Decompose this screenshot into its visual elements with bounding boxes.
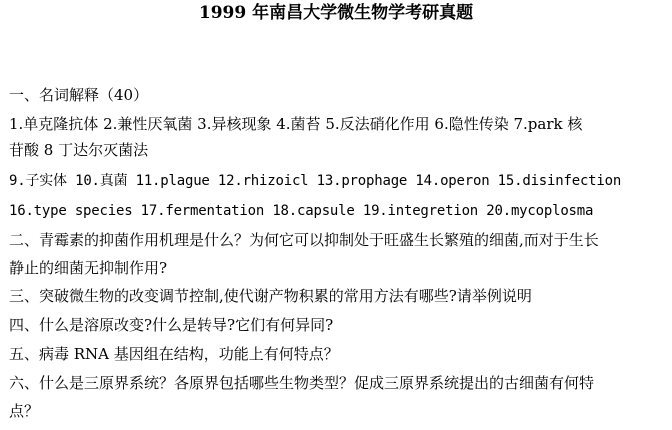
section-3-question: 三、突破微生物的改变调节控制,使代谢产物积累的常用方法有哪些?请举例说明 (9, 287, 532, 305)
section-1-terms-line-4: 16.type species 17.fermentation 18.capsule 19.integretion 20.mycoplosma (9, 203, 594, 219)
section-2-question-line-1: 二、青霉素的抑菌作用机理是什么？为何它可以抑制处于旺盛生长繁殖的细菌,而对于生长 (9, 231, 599, 249)
section-6-question-line-2: 点？ (9, 402, 40, 420)
section-1-terms-line-3: 9.子实体 10.真菌 11.plague 12.rhizoicl 13.prophage 14.operon 15.disinfection (9, 173, 622, 189)
section-1-terms-line-2: 苷酸 8 丁达尔灭菌法 (9, 141, 149, 159)
section-1-terms-line-1: 1.单克隆抗体 2.兼性厌氧菌 3.异核现象 4.菌苔 5.反法硝化作用 6.隐性传染 7.park 核 (9, 115, 583, 133)
section-5-question: 五、病毒 RNA 基因组在结构，功能上有何特点？ (9, 345, 339, 363)
page-title: 1999 年南昌大学微生物学考研真题 (198, 3, 474, 23)
section-4-question: 四、什么是溶原改变?什么是转导?它们有何异同? (9, 316, 334, 334)
section-6-question-line-1: 六、什么是三原界系统？各原界包括哪些生物类型？促成三原界系统提出的古细菌有何特 (9, 374, 595, 392)
section-1-heading: 一、名词解释（40） (9, 86, 149, 104)
section-2-question-line-2: 静止的细菌无抑制作用? (9, 259, 168, 277)
